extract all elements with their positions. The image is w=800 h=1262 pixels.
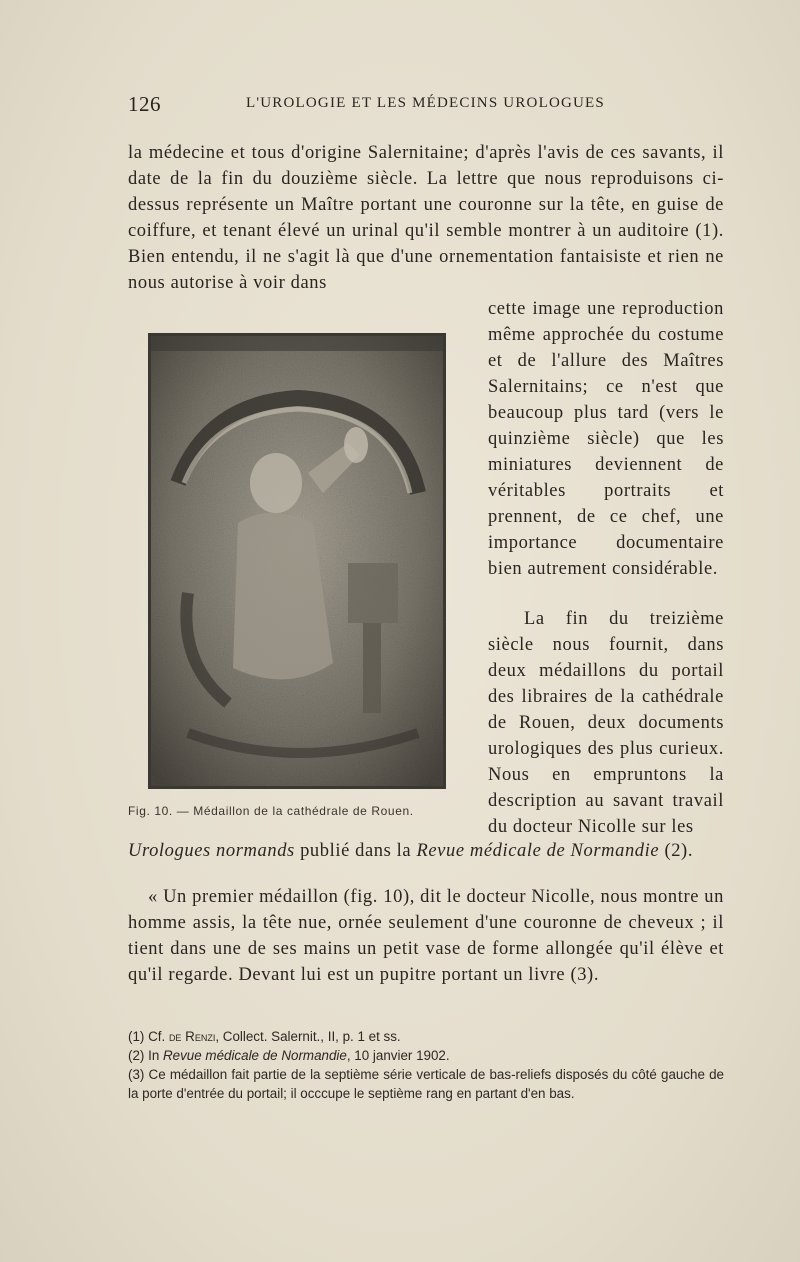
- footnote-1-number: (1): [128, 1029, 145, 1044]
- footnote-1-post: , Collect. Salernit., II, p. 1 et ss.: [215, 1029, 401, 1044]
- paragraph-3: « Un premier médaillon (fig. 10), dit le docteur Nicolle, nous montre un homme assis, la tête nue, ornée seulement d'une couronne de cheveux ; il tient dans une de ses mains un petit vase de forme allongée qu'il élève et qu'il regarde. Devant lui est un pupitre portant un livre (3).: [128, 887, 724, 985]
- footnote-2-post: , 10 janvier 1902.: [346, 1048, 450, 1063]
- figure-caption: Fig. 10. — Médaillon de la cathédrale de Rouen.: [128, 804, 414, 818]
- medallion-relief-image: [148, 333, 446, 789]
- paragraph-2-middle: publié dans la: [294, 841, 417, 861]
- footnote-1-pre: Cf.: [144, 1029, 169, 1044]
- running-head: L'UROLOGIE ET LES MÉDECINS UROLOGUES: [246, 95, 605, 111]
- paragraph-2-end: (2).: [659, 841, 694, 861]
- paragraph-2-wrap: La fin du treizième siècle nous fournit, dans deux médaillons du portail des libraires de la cathédrale de Rouen, deux documents urologiques des plus curieux. Nous en empruntons la description au savant travail du docteur Nicolle sur les: [488, 609, 724, 837]
- paragraph-2-full: [128, 838, 724, 864]
- page-header: [128, 92, 724, 118]
- paragraph-1-wrap: cette image une reproduction même approchée du costume et de l'allure des Maîtres Salernitains; ce n'est que beaucoup plus tard (vers le quinzième siècle) que les miniatures deviennent de véritables portraits et prennent, de ce chef, une importance documentaire bien autrement considérable.: [488, 299, 724, 579]
- footnote-2-journal: Revue médicale de Normandie: [162, 1048, 347, 1063]
- footnote-2-number: (2): [128, 1048, 145, 1063]
- figure-medallion: [148, 333, 446, 789]
- italic-urologues-normands: Urologues normands: [128, 841, 295, 861]
- paragraph-1-full: la médecine et tous d'origine Salernitaine; d'après l'avis de ces savants, il date de la fin du douzième siècle. La lettre que nous reproduisons ci-dessus représente un Maître portant une couronne sur la tête, en guise de coiffure, et tenant élevé un urinal qu'il semble montrer à un auditoire (1). Bien entendu, il ne s'agit là que d'une ornementation fantaisiste et rien ne nous autorise à voir dans: [128, 143, 724, 293]
- footnotes: [128, 1027, 724, 1103]
- page-number: 126: [128, 92, 161, 116]
- footnote-2-pre: In: [144, 1048, 163, 1063]
- footnote-1: [128, 1027, 724, 1046]
- footnote-3: (3) Ce médaillon fait partie de la septième série verticale de bas-reliefs disposés du côté gauche de la porte d'entrée du portail; il occcupe le septième rang en partant d'en bas.: [128, 1067, 724, 1101]
- italic-revue-medicale: Revue médicale de Normandie: [416, 841, 660, 861]
- footnote-1-author: de Renzi: [168, 1029, 216, 1044]
- footnote-2: [128, 1046, 724, 1065]
